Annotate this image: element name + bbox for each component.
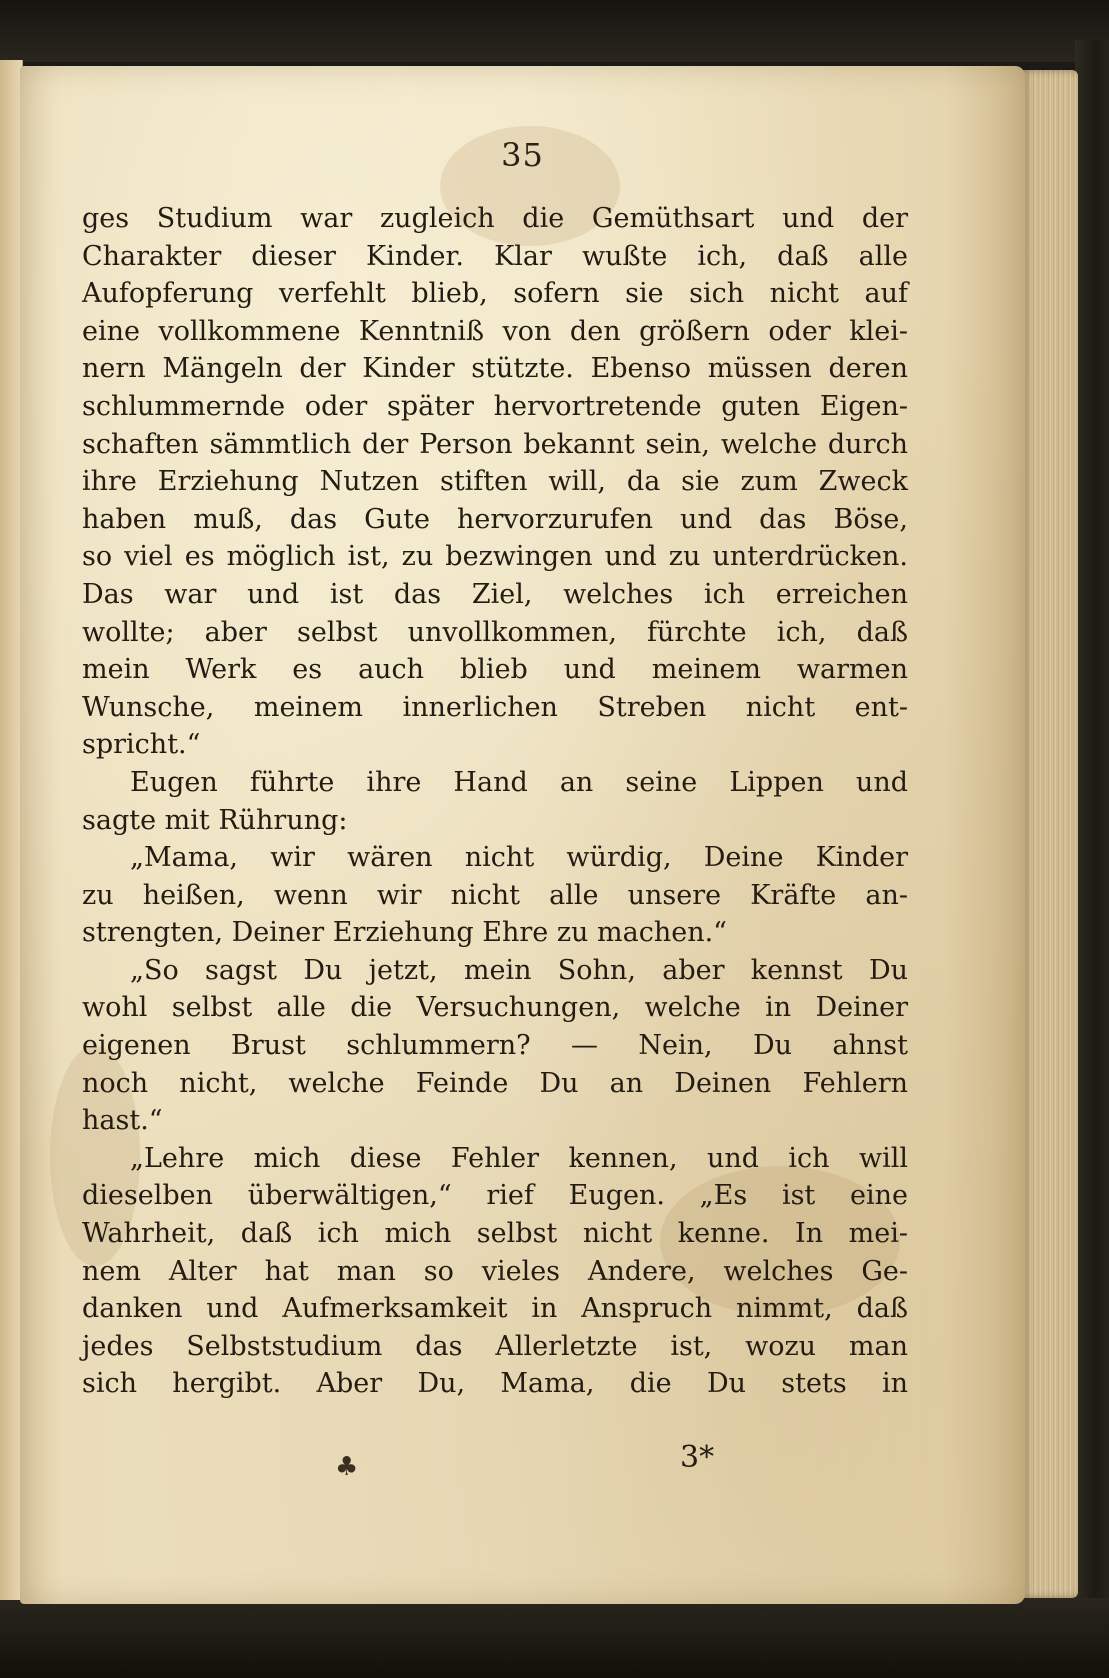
book-cover-bottom — [0, 1598, 1109, 1678]
text-line: „Mama, wir wären nicht würdig, Deine Kinder — [130, 842, 908, 874]
text-line: Eugen führte ihre Hand an seine Lippen und — [130, 766, 908, 798]
ornament-mark: ♣ — [335, 1452, 359, 1482]
text-line: spricht.“ — [82, 729, 201, 761]
text-line: ges Studium war zugleich die Gemüthsart und der — [82, 203, 908, 234]
text-line: wollte; aber selbst unvollkommen, fürchte ich, daß — [82, 616, 908, 648]
book-cover-top — [0, 0, 1109, 62]
text-line: eine vollkommene Kenntniß von den größern oder klei- — [82, 315, 908, 347]
text-line: eigenen Brust schlummern? — Nein, Du ahnst — [82, 1030, 908, 1062]
text-line: ihre Erziehung Nutzen stiften will, da sie zum Zweck — [82, 466, 908, 498]
text-line: sagte mit Rührung: — [82, 804, 348, 836]
text-line: danken und Aufmerksamkeit in Anspruch nimmt, daß — [82, 1293, 908, 1325]
text-line: strengten, Deiner Erziehung Ehre zu machen.“ — [82, 917, 727, 949]
text-line: nem Alter hat man so vieles Andere, welches Ge- — [82, 1255, 908, 1287]
text-line: Das war und ist das Ziel, welches ich erreichen — [82, 578, 908, 610]
book-page — [20, 66, 1025, 1604]
text-line: hast.“ — [82, 1105, 163, 1137]
body-text — [82, 200, 908, 1403]
text-line: Wunsche, meinem innerlichen Streben nicht ent- — [82, 691, 908, 723]
text-line: haben muß, das Gute hervorzurufen und das Böse, — [82, 503, 908, 535]
text-line: „So sagst Du jetzt, mein Sohn, aber kennst Du — [130, 954, 908, 986]
text-line: so viel es möglich ist, zu bezwingen und zu unterdrücken. — [82, 541, 908, 573]
text-line: dieselben überwältigen,“ rief Eugen. „Es ist eine — [82, 1180, 908, 1212]
text-line: Wahrheit, daß ich mich selbst nicht kenne. In mei- — [82, 1218, 908, 1250]
text-line: mein Werk es auch blieb und meinem warmen — [82, 654, 908, 686]
page-number: 35 — [501, 136, 544, 174]
text-line: „Lehre mich diese Fehler kennen, und ich will — [130, 1142, 908, 1174]
signature-mark: 3* — [680, 1440, 715, 1475]
text-line: sich hergibt. Aber Du, Mama, die Du stets in — [82, 1368, 908, 1400]
text-line: schaften sämmtlich der Person bekannt sein, welche durch — [82, 428, 908, 460]
text-line: jedes Selbststudium das Allerletzte ist, wozu man — [82, 1330, 908, 1362]
text-line: nern Mängeln der Kinder stützte. Ebenso müssen deren — [82, 353, 908, 385]
text-line: wohl selbst alle die Versuchungen, welche in Deiner — [82, 992, 908, 1024]
page-stack-edges — [1022, 70, 1078, 1598]
text-line: Aufopferung verfehlt blieb, sofern sie sich nicht auf — [82, 278, 908, 310]
book-cover-right — [1075, 40, 1109, 1610]
text-line: noch nicht, welche Feinde Du an Deinen Fehlern — [82, 1067, 908, 1099]
text-line: schlummernde oder später hervortretende guten Eigen- — [82, 390, 908, 422]
text-line: zu heißen, wenn wir nicht alle unsere Kräfte an- — [82, 879, 908, 911]
text-line: Charakter dieser Kinder. Klar wußte ich, daß alle — [82, 240, 908, 272]
